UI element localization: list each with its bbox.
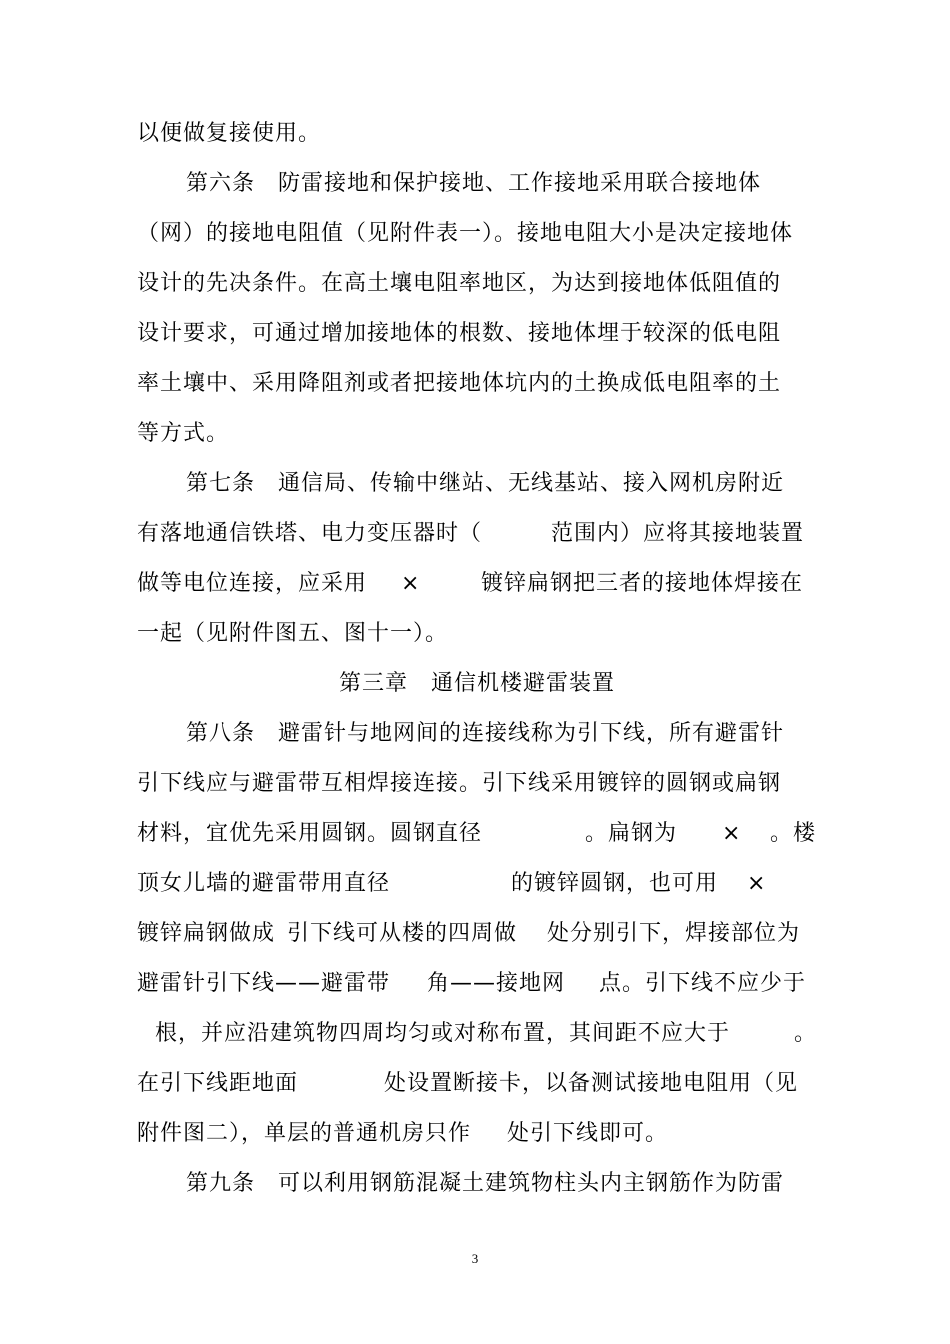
text-segment: 以便做复接使用。 bbox=[137, 121, 322, 146]
text-segment: 处引下线即可。 bbox=[507, 1121, 669, 1146]
text-line bbox=[137, 512, 817, 556]
text-line bbox=[137, 1062, 817, 1106]
text-segment: 第九条 可以利用钢筋混凝土建筑物柱头内主钢筋作为防雷 bbox=[186, 1171, 785, 1196]
paragraph-article-7-line bbox=[186, 462, 817, 506]
text-segment: 点。引下线不应少于 bbox=[599, 971, 807, 996]
text-segment: 。楼 bbox=[770, 821, 817, 846]
text-line bbox=[137, 612, 817, 656]
text-segment: 第八条 避雷针与地网间的连接线称为引下线，所有避雷针 bbox=[186, 721, 785, 746]
text-segment: 范围内）应将其接地装置 bbox=[551, 521, 805, 546]
text-segment: 避雷针引下线——避雷带 bbox=[137, 971, 391, 996]
text-segment: （网）的接地电阻值（见附件表一）。接地电阻大小是决定接地体 bbox=[137, 221, 794, 246]
paragraph-article-8-line bbox=[186, 712, 817, 756]
text-segment: 做等电位连接，应采用 bbox=[137, 571, 368, 596]
times-sign: × bbox=[747, 871, 767, 896]
text-segment: 处设置断接卡，以备测试接地电阻用（见 bbox=[384, 1071, 799, 1096]
paragraph-article-6-line bbox=[186, 162, 817, 206]
text-line bbox=[137, 112, 817, 156]
text-segment: 顶女儿墙的避雷带用直径 bbox=[137, 871, 391, 896]
text-segment: 设计要求，可通过增加接地体的根数、接地体埋于较深的低电阻 bbox=[137, 321, 782, 346]
text-segment: 。扁钢为 bbox=[585, 821, 678, 846]
text-line bbox=[137, 962, 817, 1006]
text-segment: 引下线可从楼的四周做 bbox=[287, 921, 518, 946]
text-segment: 引下线应与避雷带互相焊接连接。引下线采用镀锌的圆钢或扁钢 bbox=[137, 771, 782, 796]
text-segment: 处分别引下，焊接部位为 bbox=[547, 921, 801, 946]
chapter-title: 第三章 通信机楼避雷装置 bbox=[338, 671, 615, 696]
text-segment: 材料，宜优先采用圆钢。圆钢直径 bbox=[137, 821, 483, 846]
text-segment: 角——接地网 bbox=[427, 971, 566, 996]
times-sign: × bbox=[401, 571, 421, 596]
text-line bbox=[137, 262, 817, 306]
text-segment: 一起（见附件图五、图十一）。 bbox=[137, 621, 449, 646]
text-line bbox=[137, 412, 817, 456]
text-segment: 附件图二），单层的普通机房只作 bbox=[137, 1121, 472, 1146]
text-line bbox=[137, 762, 817, 806]
text-segment: 镀锌扁钢把三者的接地体焊接在 bbox=[481, 571, 804, 596]
text-segment: 在引下线距地面 bbox=[137, 1071, 299, 1096]
text-line bbox=[137, 912, 817, 956]
text-segment: 镀锌扁钢做成 bbox=[137, 921, 276, 946]
text-segment: 第七条 通信局、传输中继站、无线基站、接入网机房附近 bbox=[186, 471, 785, 496]
text-segment: 等方式。 bbox=[137, 421, 230, 446]
text-line bbox=[137, 362, 817, 406]
text-line bbox=[137, 1112, 817, 1156]
paragraph-article-9-line bbox=[186, 1162, 817, 1206]
text-segment: 第六条 防雷接地和保护接地、工作接地采用联合接地体 bbox=[186, 171, 762, 196]
text-line bbox=[137, 562, 817, 606]
text-line bbox=[137, 312, 817, 356]
text-line bbox=[137, 212, 817, 256]
text-segment: 的镀锌圆钢，也可用 bbox=[511, 871, 719, 896]
page-number: 3 bbox=[471, 1251, 479, 1266]
text-segment: 有落地通信铁塔、电力变压器时（ bbox=[137, 521, 483, 546]
text-segment: 根，并应沿建筑物四周均匀或对称布置，其间距不应大于 bbox=[155, 1021, 731, 1046]
text-line bbox=[137, 862, 817, 906]
text-line bbox=[137, 1012, 817, 1056]
text-line bbox=[137, 812, 817, 856]
times-sign: × bbox=[722, 821, 742, 846]
chapter-heading bbox=[137, 662, 817, 706]
text-segment: 率土壤中、采用降阻剂或者把接地体坑内的土换成低电阻率的土 bbox=[137, 371, 782, 396]
text-segment: 设计的先决条件。在高土壤电阻率地区，为达到接地体低阻值的 bbox=[137, 271, 782, 296]
text-segment: 。 bbox=[794, 1021, 818, 1046]
